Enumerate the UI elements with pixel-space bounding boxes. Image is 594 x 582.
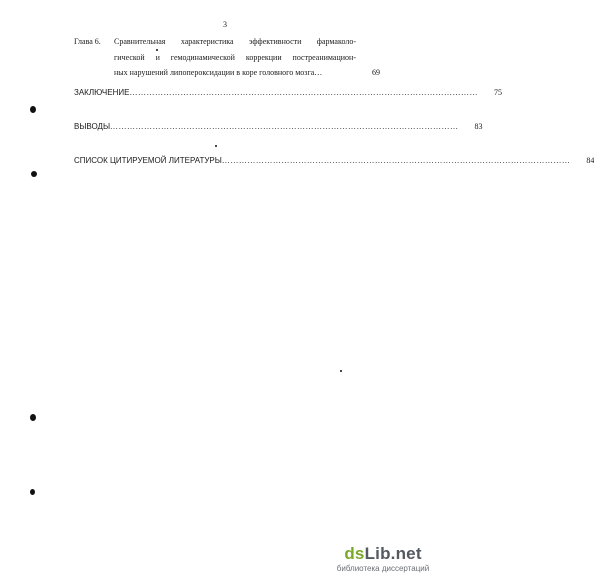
chapter-label: Глава 6. — [74, 37, 101, 46]
watermark — [328, 545, 438, 574]
toc-entry-title: СПИСОК ЦИТИРУЕМОЙ ЛИТЕРАТУРЫ — [74, 156, 222, 165]
scan-speck — [340, 370, 342, 372]
toc-entry-page: 83 — [474, 122, 483, 131]
scan-speck — [215, 145, 217, 147]
leader-dots: …………………………………………………………………………………………………………… — [110, 122, 459, 131]
toc-entry-findings[interactable] — [74, 122, 483, 132]
table-of-contents — [74, 34, 594, 165]
toc-entry-page: 75 — [493, 88, 502, 97]
leader-dots: …………………………………………………………………………………………………………… — [129, 88, 478, 97]
toc-entry-title: ЗАКЛЮЧЕНИЕ — [74, 88, 130, 97]
toc-entry-conclusion[interactable] — [74, 88, 502, 98]
chapter-title-line-2: гической и гемодинамической коррекции постреанимацион- — [114, 52, 356, 62]
leader-dots: …………………………………………………………………………………………………………… — [221, 156, 571, 165]
chapter-title-line-1: Сравнительная характеристика эффективности фармаколо- — [114, 37, 356, 46]
chapter-title-line-3: ных нарушений липопероксидации в коре головного мозга… — [114, 68, 323, 77]
toc-entry-page: 84 — [586, 156, 594, 165]
page-number: 3 — [223, 20, 227, 29]
toc-chapter-6[interactable] — [74, 34, 380, 81]
scan-speck — [156, 49, 158, 51]
toc-entry-title: ВЫВОДЫ — [74, 122, 111, 131]
scan-speck — [30, 489, 35, 495]
toc-entry-references[interactable] — [74, 156, 594, 166]
watermark-logo: dsLib.net — [344, 544, 422, 563]
scan-speck — [30, 106, 36, 113]
scan-speck — [31, 171, 37, 177]
chapter-page-number: 69 — [372, 68, 380, 77]
scan-speck — [30, 414, 36, 421]
watermark-subtitle: библиотека диссертаций — [336, 564, 430, 573]
